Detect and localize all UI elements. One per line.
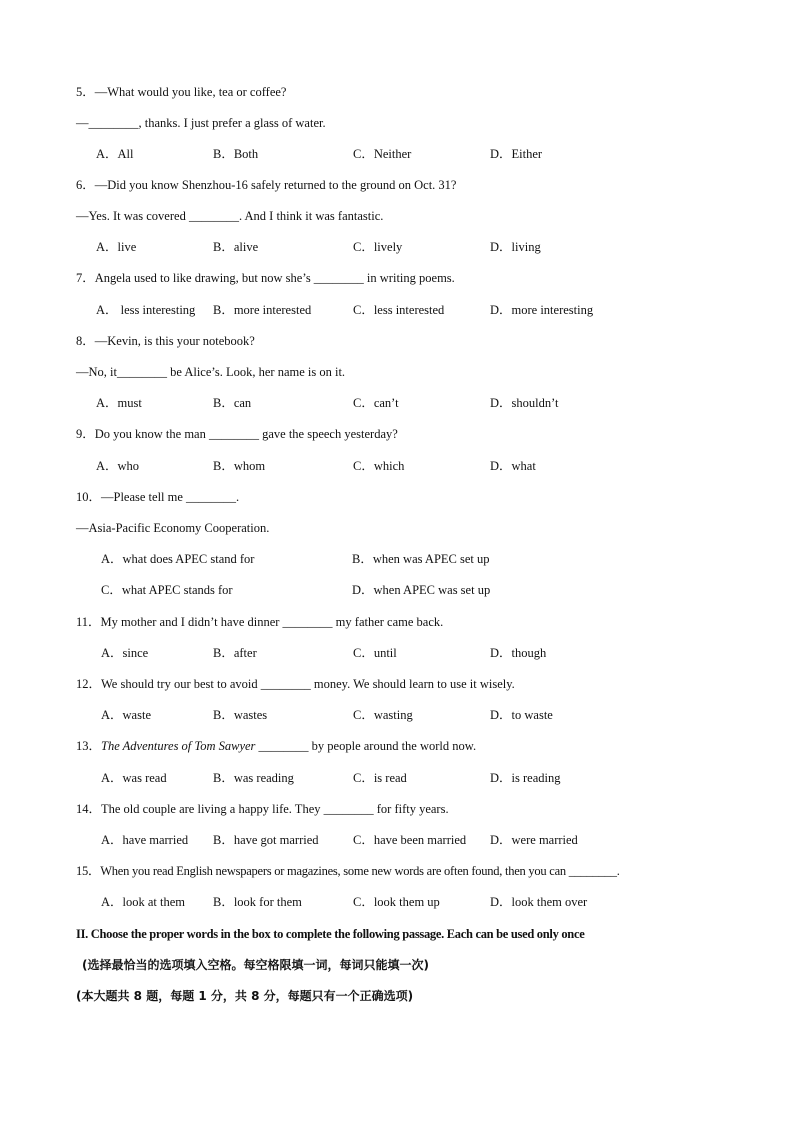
- section-2-heading: II. Choose the proper words in the box to complete the following passage. Each can be used only once: [76, 927, 585, 941]
- question-6-option-d[interactable]: D．living: [490, 240, 541, 254]
- question-7-option-c[interactable]: C．less interested: [353, 303, 445, 317]
- question-13-number: 13．: [76, 739, 102, 753]
- question-14-option-b[interactable]: B．have got married: [213, 833, 319, 847]
- question-5-option-d[interactable]: D．Either: [490, 147, 543, 161]
- question-13-book-title: The Adventures of Tom Sawyer: [101, 739, 256, 753]
- question-7-option-b[interactable]: B．more interested: [213, 303, 312, 317]
- question-9-option-c[interactable]: C．which: [353, 459, 405, 473]
- question-6-reply: —Yes. It was covered ________. And I think it was fantastic.: [76, 209, 384, 223]
- question-13-stem: [76, 738, 476, 754]
- question-12-option-a[interactable]: A．waste: [101, 708, 151, 722]
- question-9-stem: 9．Do you know the man ________ gave the speech yesterday?: [76, 427, 398, 441]
- question-10-option-c[interactable]: C．what APEC stands for: [101, 583, 233, 597]
- question-10-option-b[interactable]: B．when was APEC set up: [352, 552, 490, 566]
- section-2-scoring: (本大题共 8 题，每题 1 分，共 8 分，每题只有一个正确选项): [76, 989, 414, 1003]
- question-8-stem: 8．—Kevin, is this your notebook?: [76, 334, 255, 348]
- question-10-option-d[interactable]: D．when APEC was set up: [352, 583, 491, 597]
- question-13-option-b[interactable]: B．was reading: [213, 771, 294, 785]
- question-12-option-c[interactable]: C．wasting: [353, 708, 413, 722]
- question-11-option-a[interactable]: A．since: [101, 646, 149, 660]
- question-8-reply: —No, it________ be Alice’s. Look, her name is on it.: [76, 365, 346, 379]
- question-14-stem: 14．The old couple are living a happy life. They ________ for fifty years.: [76, 802, 449, 816]
- question-9-option-b[interactable]: B．whom: [213, 459, 266, 473]
- question-8-option-b[interactable]: B．can: [213, 396, 252, 410]
- question-9-option-a[interactable]: A．who: [96, 459, 140, 473]
- question-14-option-d[interactable]: D．were married: [490, 833, 578, 847]
- question-14-option-a[interactable]: A．have married: [101, 833, 189, 847]
- question-10-reply: —Asia-Pacific Economy Cooperation.: [76, 521, 270, 535]
- question-15-option-d[interactable]: D．look them over: [490, 895, 588, 909]
- question-6-option-b[interactable]: B．alive: [213, 240, 259, 254]
- question-5-option-b[interactable]: B．Both: [213, 147, 259, 161]
- question-15-option-a[interactable]: A．look at them: [101, 895, 186, 909]
- question-6-option-a[interactable]: A．live: [96, 240, 137, 254]
- question-15-option-c[interactable]: C．look them up: [353, 895, 440, 909]
- question-11-option-d[interactable]: D．though: [490, 646, 547, 660]
- question-13-option-d[interactable]: D．is reading: [490, 771, 561, 785]
- question-8-option-c[interactable]: C．can’t: [353, 396, 399, 410]
- question-8-option-a[interactable]: A．must: [96, 396, 142, 410]
- question-7-option-d[interactable]: D．more interesting: [490, 303, 594, 317]
- question-7-stem: 7．Angela used to like drawing, but now she’s ________ in writing poems.: [76, 271, 455, 285]
- question-6-option-c[interactable]: C．lively: [353, 240, 403, 254]
- question-11-option-c[interactable]: C．until: [353, 646, 397, 660]
- section-2-instruction: (选择最恰当的选项填入空格。每空格限填一词，每词只能填一次): [82, 958, 429, 972]
- question-13-option-a[interactable]: A．was read: [101, 771, 167, 785]
- question-8-option-d[interactable]: D．shouldn’t: [490, 396, 559, 410]
- question-11-stem: 11．My mother and I didn’t have dinner ________ my father came back.: [76, 615, 444, 629]
- question-5-reply: —________, thanks. I just prefer a glass of water.: [76, 116, 326, 130]
- question-11-option-b[interactable]: B．after: [213, 646, 257, 660]
- question-12-stem: 12．We should try our best to avoid ________ money. We should learn to use it wisely.: [76, 677, 515, 691]
- question-12-option-b[interactable]: B．wastes: [213, 708, 268, 722]
- question-5-option-c[interactable]: C．Neither: [353, 147, 412, 161]
- question-10-stem: 10．—Please tell me ________.: [76, 490, 240, 504]
- question-15-option-b[interactable]: B．look for them: [213, 895, 302, 909]
- question-9-option-d[interactable]: D．what: [490, 459, 536, 473]
- question-5-stem: 5．—What would you like, tea or coffee?: [76, 85, 287, 99]
- question-15-stem: 15．When you read English newspapers or magazines, some new words are often found, then you can ________.: [76, 864, 620, 878]
- question-13-option-c[interactable]: C．is read: [353, 771, 407, 785]
- question-6-stem: 6．—Did you know Shenzhou-16 safely returned to the ground on Oct. 31?: [76, 178, 457, 192]
- question-10-option-a[interactable]: A．what does APEC stand for: [101, 552, 255, 566]
- question-12-option-d[interactable]: D．to waste: [490, 708, 553, 722]
- question-5-option-a[interactable]: A．All: [96, 147, 134, 161]
- question-7-option-a[interactable]: A． less interesting: [96, 303, 196, 317]
- question-13-stem-rest: ________ by people around the world now.: [255, 739, 477, 753]
- question-14-option-c[interactable]: C．have been married: [353, 833, 467, 847]
